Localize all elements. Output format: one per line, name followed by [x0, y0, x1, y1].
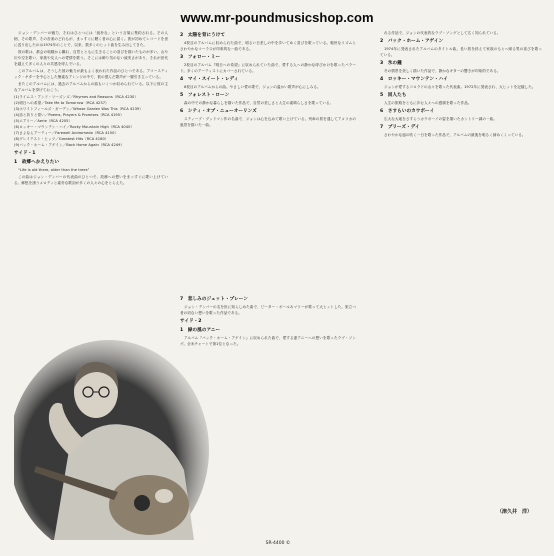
- track-title: 2 バック・ホーム・アゲイン: [380, 39, 444, 45]
- track-text: 1974年に発表されたアルバムのタイトル曲。長い旅を終えて家族のもとへ帰る男の喜びを歌っている。: [380, 47, 542, 58]
- paragraph: ジョン・デンバーの魅力、それはひとつには「純朴な」という言葉に集約される。その人柄、その歌声、その音楽のどれもが、まっすぐに聴く者の心に届く。彼が初めてレコードを世に送り出したのは1974年のことで、以来、数多くのヒット曲を生み出してきた。: [14, 31, 168, 48]
- track-text: 4枚目のアルバムに収められた曲で、明るい日差しの中を歩いてゆく喜びを歌っている。軽快なリズムとさわやかなコーラスが印象的な一曲である。: [180, 41, 356, 52]
- track-title: 4 マイ・スイート・レディ: [180, 77, 239, 83]
- discography-item: (8)グレイテスト・ヒッツ／Greatest Hits（RCA 4180）: [14, 136, 109, 141]
- track-title: 5 回人たち: [380, 93, 407, 99]
- side-heading: サイド・2: [180, 319, 202, 325]
- paragraph: またこのアルバムには、過去のアルバムからの曲もいくつか収められている。以下に彼の主なアルバムを挙げておこう。: [14, 81, 168, 92]
- column-2: [180, 30, 356, 270]
- track-text: アルバム『バック・ホーム・アゲイン』に収められた曲で、愛する妻アニーへの想いを歌ったラブ・ソング。全米チャートで第1位となった。: [180, 336, 356, 347]
- track-text: 冬の情景を美しく描いた作品で、静かなギターの響きが印象的である。: [384, 69, 501, 74]
- track-title: 3 氷の鐘: [380, 61, 402, 67]
- track-text: さわやかな風の吹く一日を歌った作品で、アルバムの最後を明るく締めくくっている。: [384, 133, 526, 138]
- track-title: 4 ロッキー・マウンテン・ハイ: [380, 77, 448, 83]
- discography-item: (6)ロッキー・マウンテン・ハイ／Rocky Mountain High（RCA 4040）: [14, 124, 135, 129]
- column-3: [380, 30, 542, 530]
- page-number: SR-4400 ©: [265, 541, 291, 546]
- track-text: ジョン・デンバーの名を世に知らしめた曲で、ピーター・ポール＆マリーが歌って大ヒットした。旅立つ者の切ない想いを歌った作品である。: [180, 305, 356, 316]
- track-text: スティーブ・グッドマン作の名曲で、ジョンは心を込めて歌い上げている。列車の旅を通してアメリカの風景を描いた一曲。: [180, 117, 356, 128]
- track-title: 5 フォレスト・ローン: [180, 93, 230, 99]
- discography-item: (3)ホワイトフィールズ・ガーデン／Whose Garden Was This（RCA 4239）: [14, 106, 143, 111]
- discography-item: (4)詩と祈りと誓い／Poems, Prayers & Promises（RCA 4195）: [14, 112, 124, 117]
- track-quote: “Life is old there, older than the trees”: [18, 168, 90, 173]
- track-text: 広大な大地をさすらうカウボーイの姿を描いたカントリー調の一曲。: [384, 117, 497, 122]
- track-text: 6枚目のアルバムからの曲。やさしい愛の歌で、ジョンの温かい歌声が心にしみる。: [184, 85, 321, 90]
- discography-item: (1)ライムス・アンド・リーズンズ／Rhymes and Reasons（RCA 4230）: [14, 94, 139, 99]
- track-text: 2枚目のアルバム『明日への希望』に収められていた曲で、愛する人への静かな呼びかけを歌ったバラード。多くのアーティストにカバーされている。: [180, 63, 356, 74]
- track-note: この曲はジョン・デンバーの代表曲のひとつで、故郷への想いをまっすぐに歌い上げている。郷愁を誘うメロディと素朴な歌詞が多くの人々の心をとらえた。: [14, 174, 168, 185]
- track-text: れる作品で、ジョンの代表的なラブ・ソングとして広く知られている。: [384, 31, 501, 35]
- side-heading: サイド・1: [14, 151, 36, 157]
- performer-photo: [14, 300, 210, 540]
- discography-item: (5)エアリー／Aerie（RCA 4205）: [14, 118, 73, 123]
- column-1: [14, 30, 168, 322]
- track-title: 1 緑の風のアニー: [180, 328, 221, 334]
- track-title: 3 フォロー・ミー: [180, 55, 221, 61]
- track-title: 6 シティ・オブ・ニューオーリンズ: [180, 109, 257, 115]
- guitar-soundhole: [134, 495, 150, 511]
- track-title: 1 故郷へかえりたい: [14, 160, 60, 166]
- discography-item: (9)バック・ホーム・アゲイン／Back Home Again（RCA 4249）: [14, 143, 125, 148]
- track-text: 人生の旅路をともに歩む人々への感謝を歌った作品。: [384, 101, 472, 106]
- discography-item: (2)明日への希望／Take Me to Tomorrow（RCA 4237）: [14, 100, 109, 105]
- track-title: 7 悲しみのジェット・プレーン: [180, 297, 248, 302]
- track-title: 6 さすらいのカウボーイ: [380, 109, 435, 115]
- track-title: 7 ブリーズ・デイ: [380, 125, 420, 131]
- track-text: 森の中での静かな暮らしを描いた作品で、自然の美しさと人生の素晴らしさを歌っている。: [184, 101, 334, 106]
- paragraph: このアルバムは、そうした彼の魅力が最もよく表われた作品のひとつである。アコースティック・ギターを中心とした簡素なアレンジの中で、彼の澄んだ歌声が一層引き立っている。: [14, 68, 168, 79]
- paragraph: 彼の歌は、都会の喧騒から離れ、自然とともに生きることの喜びを描いたものが多い。山や川や空を歌い、家族や友人への愛情を歌う。そこには飾り気のない誠実さがあり、それが世代を越えて多くの人々の共感を呼んでいる。: [14, 49, 168, 67]
- track-title: 2 太陽を背にうけて: [180, 33, 226, 38]
- performer-hand: [155, 489, 173, 503]
- discography-item: (7)さよならアーティー／Farewell Andromeda（RCA 4150）: [14, 130, 119, 135]
- track-text: ジョンが愛するコロラドの山々を歌った代表曲。1972年に発表され、大ヒットを記録した。: [384, 85, 536, 90]
- author-signature: （津久井 洋）: [496, 509, 532, 515]
- watermark-url: www.mr-poundmusicshop.com: [180, 10, 374, 25]
